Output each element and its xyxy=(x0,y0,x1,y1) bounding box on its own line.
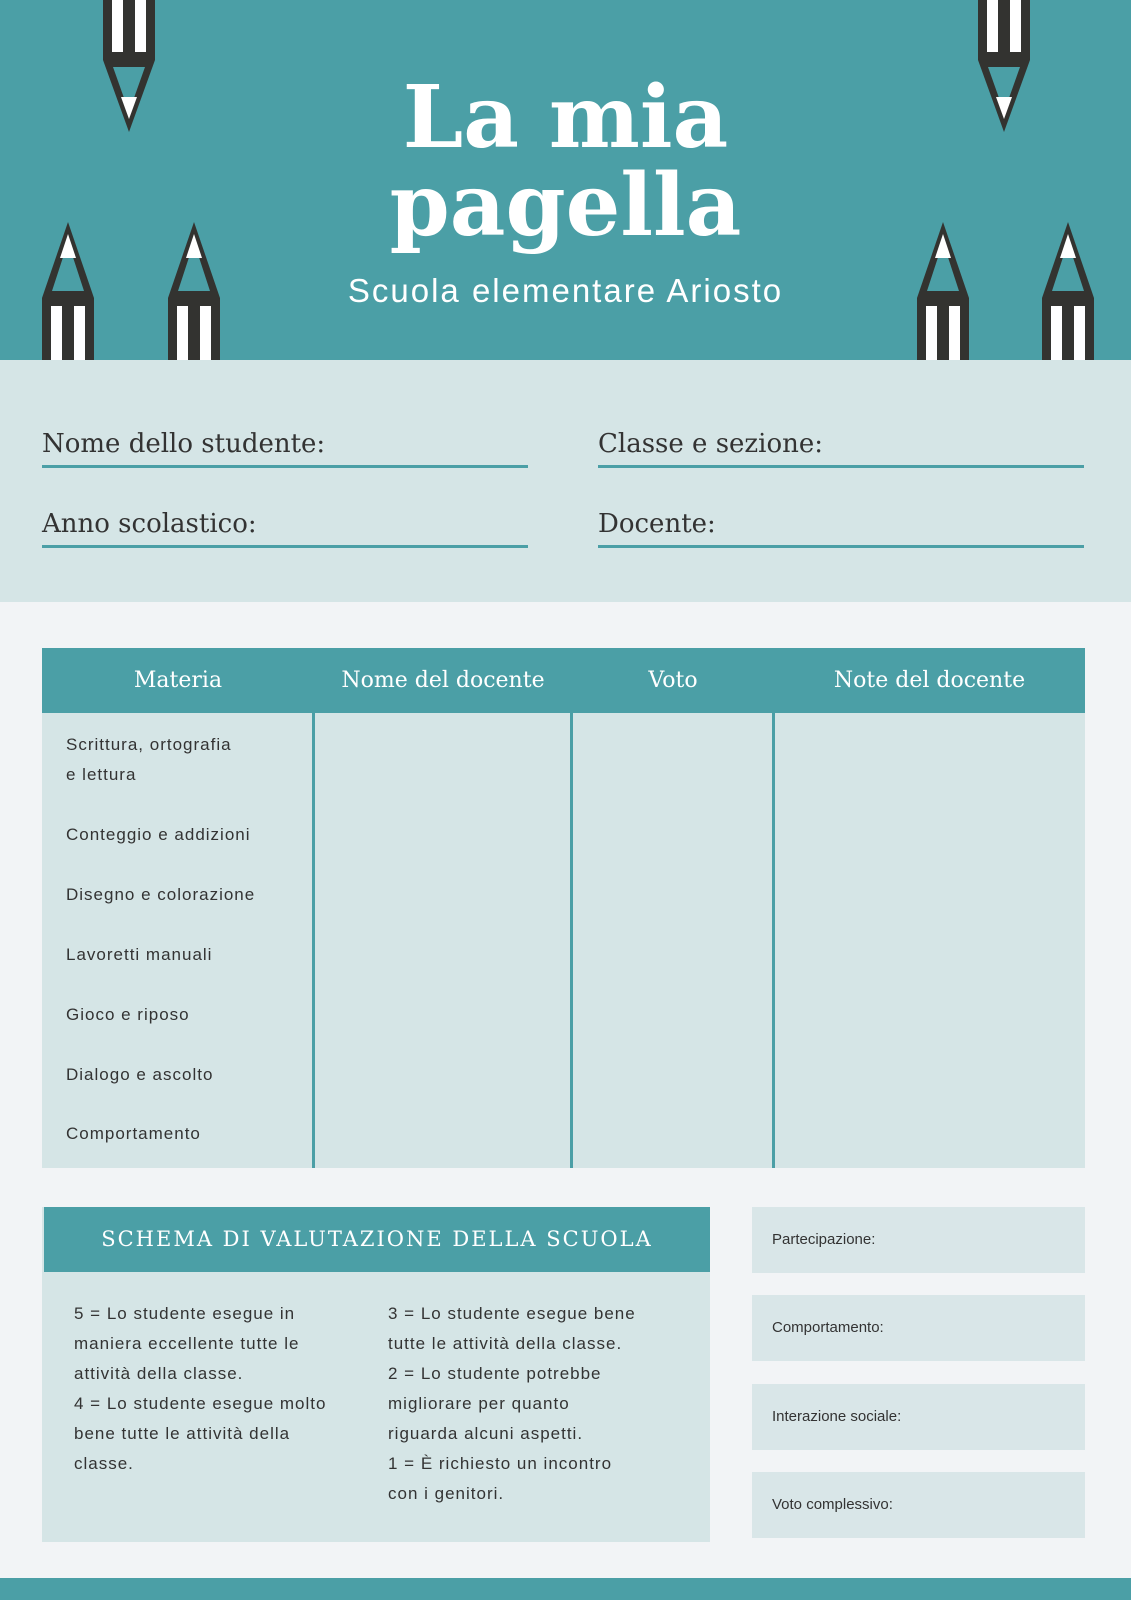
footer-bar xyxy=(0,1578,1131,1600)
scheme-line: bene tutte le attività della xyxy=(74,1424,291,1443)
title-line-1: La mia xyxy=(402,67,729,168)
table-header xyxy=(42,648,1085,713)
subject-label: Comportamento xyxy=(66,1124,201,1143)
scheme-line: con i genitori. xyxy=(388,1484,505,1503)
subject-label: Conteggio e addizioni xyxy=(66,825,251,844)
scheme-line: 5 = Lo studente esegue in xyxy=(74,1304,296,1323)
scheme-line: 4 = Lo studente esegue molto xyxy=(74,1394,327,1413)
grading-scheme xyxy=(42,1207,710,1542)
subject-label: Disegno e colorazione xyxy=(66,885,256,904)
grading-scheme-right xyxy=(388,1299,668,1509)
student-name-label: Nome dello studente: xyxy=(42,429,326,459)
grades-table xyxy=(42,648,1085,1168)
scheme-line: tutte le attività della classe. xyxy=(388,1334,623,1353)
column-header-subject: Materia xyxy=(133,668,223,693)
social-interaction-field[interactable] xyxy=(752,1384,1085,1450)
student-name-field[interactable] xyxy=(42,425,528,468)
scheme-line: classe. xyxy=(74,1454,134,1473)
participation-field[interactable] xyxy=(752,1207,1085,1273)
school-year-field[interactable] xyxy=(42,505,528,548)
table-row-subject xyxy=(66,730,306,790)
behavior-label: Comportamento: xyxy=(772,1319,884,1336)
table-row-subject xyxy=(66,1119,306,1149)
column-header-grade: Voto xyxy=(648,668,698,693)
overall-grade-label: Voto complessivo: xyxy=(772,1496,893,1513)
column-header-teacher-notes: Note del docente xyxy=(833,668,1026,693)
page-title xyxy=(0,67,1131,256)
school-name: Scuola elementare Ariosto xyxy=(347,272,784,309)
title-line-2: pagella xyxy=(389,155,742,256)
column-divider xyxy=(772,713,775,1168)
subject-label: e lettura xyxy=(66,765,137,784)
scheme-line: maniera eccellente tutte le xyxy=(74,1334,300,1353)
grading-scheme-title: SCHEMA DI VALUTAZIONE DELLA SCUOLA xyxy=(44,1207,710,1272)
scheme-line: migliorare per quanto xyxy=(388,1394,570,1413)
scheme-line: 1 = È richiesto un incontro xyxy=(388,1454,613,1473)
teacher-label: Docente: xyxy=(598,509,716,539)
table-row-subject xyxy=(66,880,306,910)
subject-label: Scrittura, ortografia xyxy=(66,735,232,754)
column-divider xyxy=(312,713,315,1168)
overall-grade-field[interactable] xyxy=(752,1472,1085,1538)
column-header-teacher-name: Nome del docente xyxy=(341,668,545,693)
header-banner xyxy=(0,0,1131,360)
column-divider xyxy=(570,713,573,1168)
scheme-line: riguarda alcuni aspetti. xyxy=(388,1424,584,1443)
grading-scheme-left xyxy=(74,1299,354,1479)
subject-label: Gioco e riposo xyxy=(66,1005,190,1024)
school-year-label: Anno scolastico: xyxy=(42,509,257,539)
table-row-subject xyxy=(66,940,306,970)
subject-label: Dialogo e ascolto xyxy=(66,1065,214,1084)
participation-label: Partecipazione: xyxy=(772,1231,876,1248)
table-row-subject xyxy=(66,1060,306,1090)
student-info-section xyxy=(0,360,1131,602)
class-section-field[interactable] xyxy=(598,425,1084,468)
table-row-subject xyxy=(66,1000,306,1030)
teacher-field[interactable] xyxy=(598,505,1084,548)
table-row-subject xyxy=(66,820,306,850)
subject-label: Lavoretti manuali xyxy=(66,945,213,964)
behavior-field[interactable] xyxy=(752,1295,1085,1361)
scheme-line: attività della classe. xyxy=(74,1364,244,1383)
scheme-line: 2 = Lo studente potrebbe xyxy=(388,1364,602,1383)
social-interaction-label: Interazione sociale: xyxy=(772,1408,902,1425)
class-section-label: Classe e sezione: xyxy=(598,429,823,459)
scheme-line: 3 = Lo studente esegue bene xyxy=(388,1304,636,1323)
